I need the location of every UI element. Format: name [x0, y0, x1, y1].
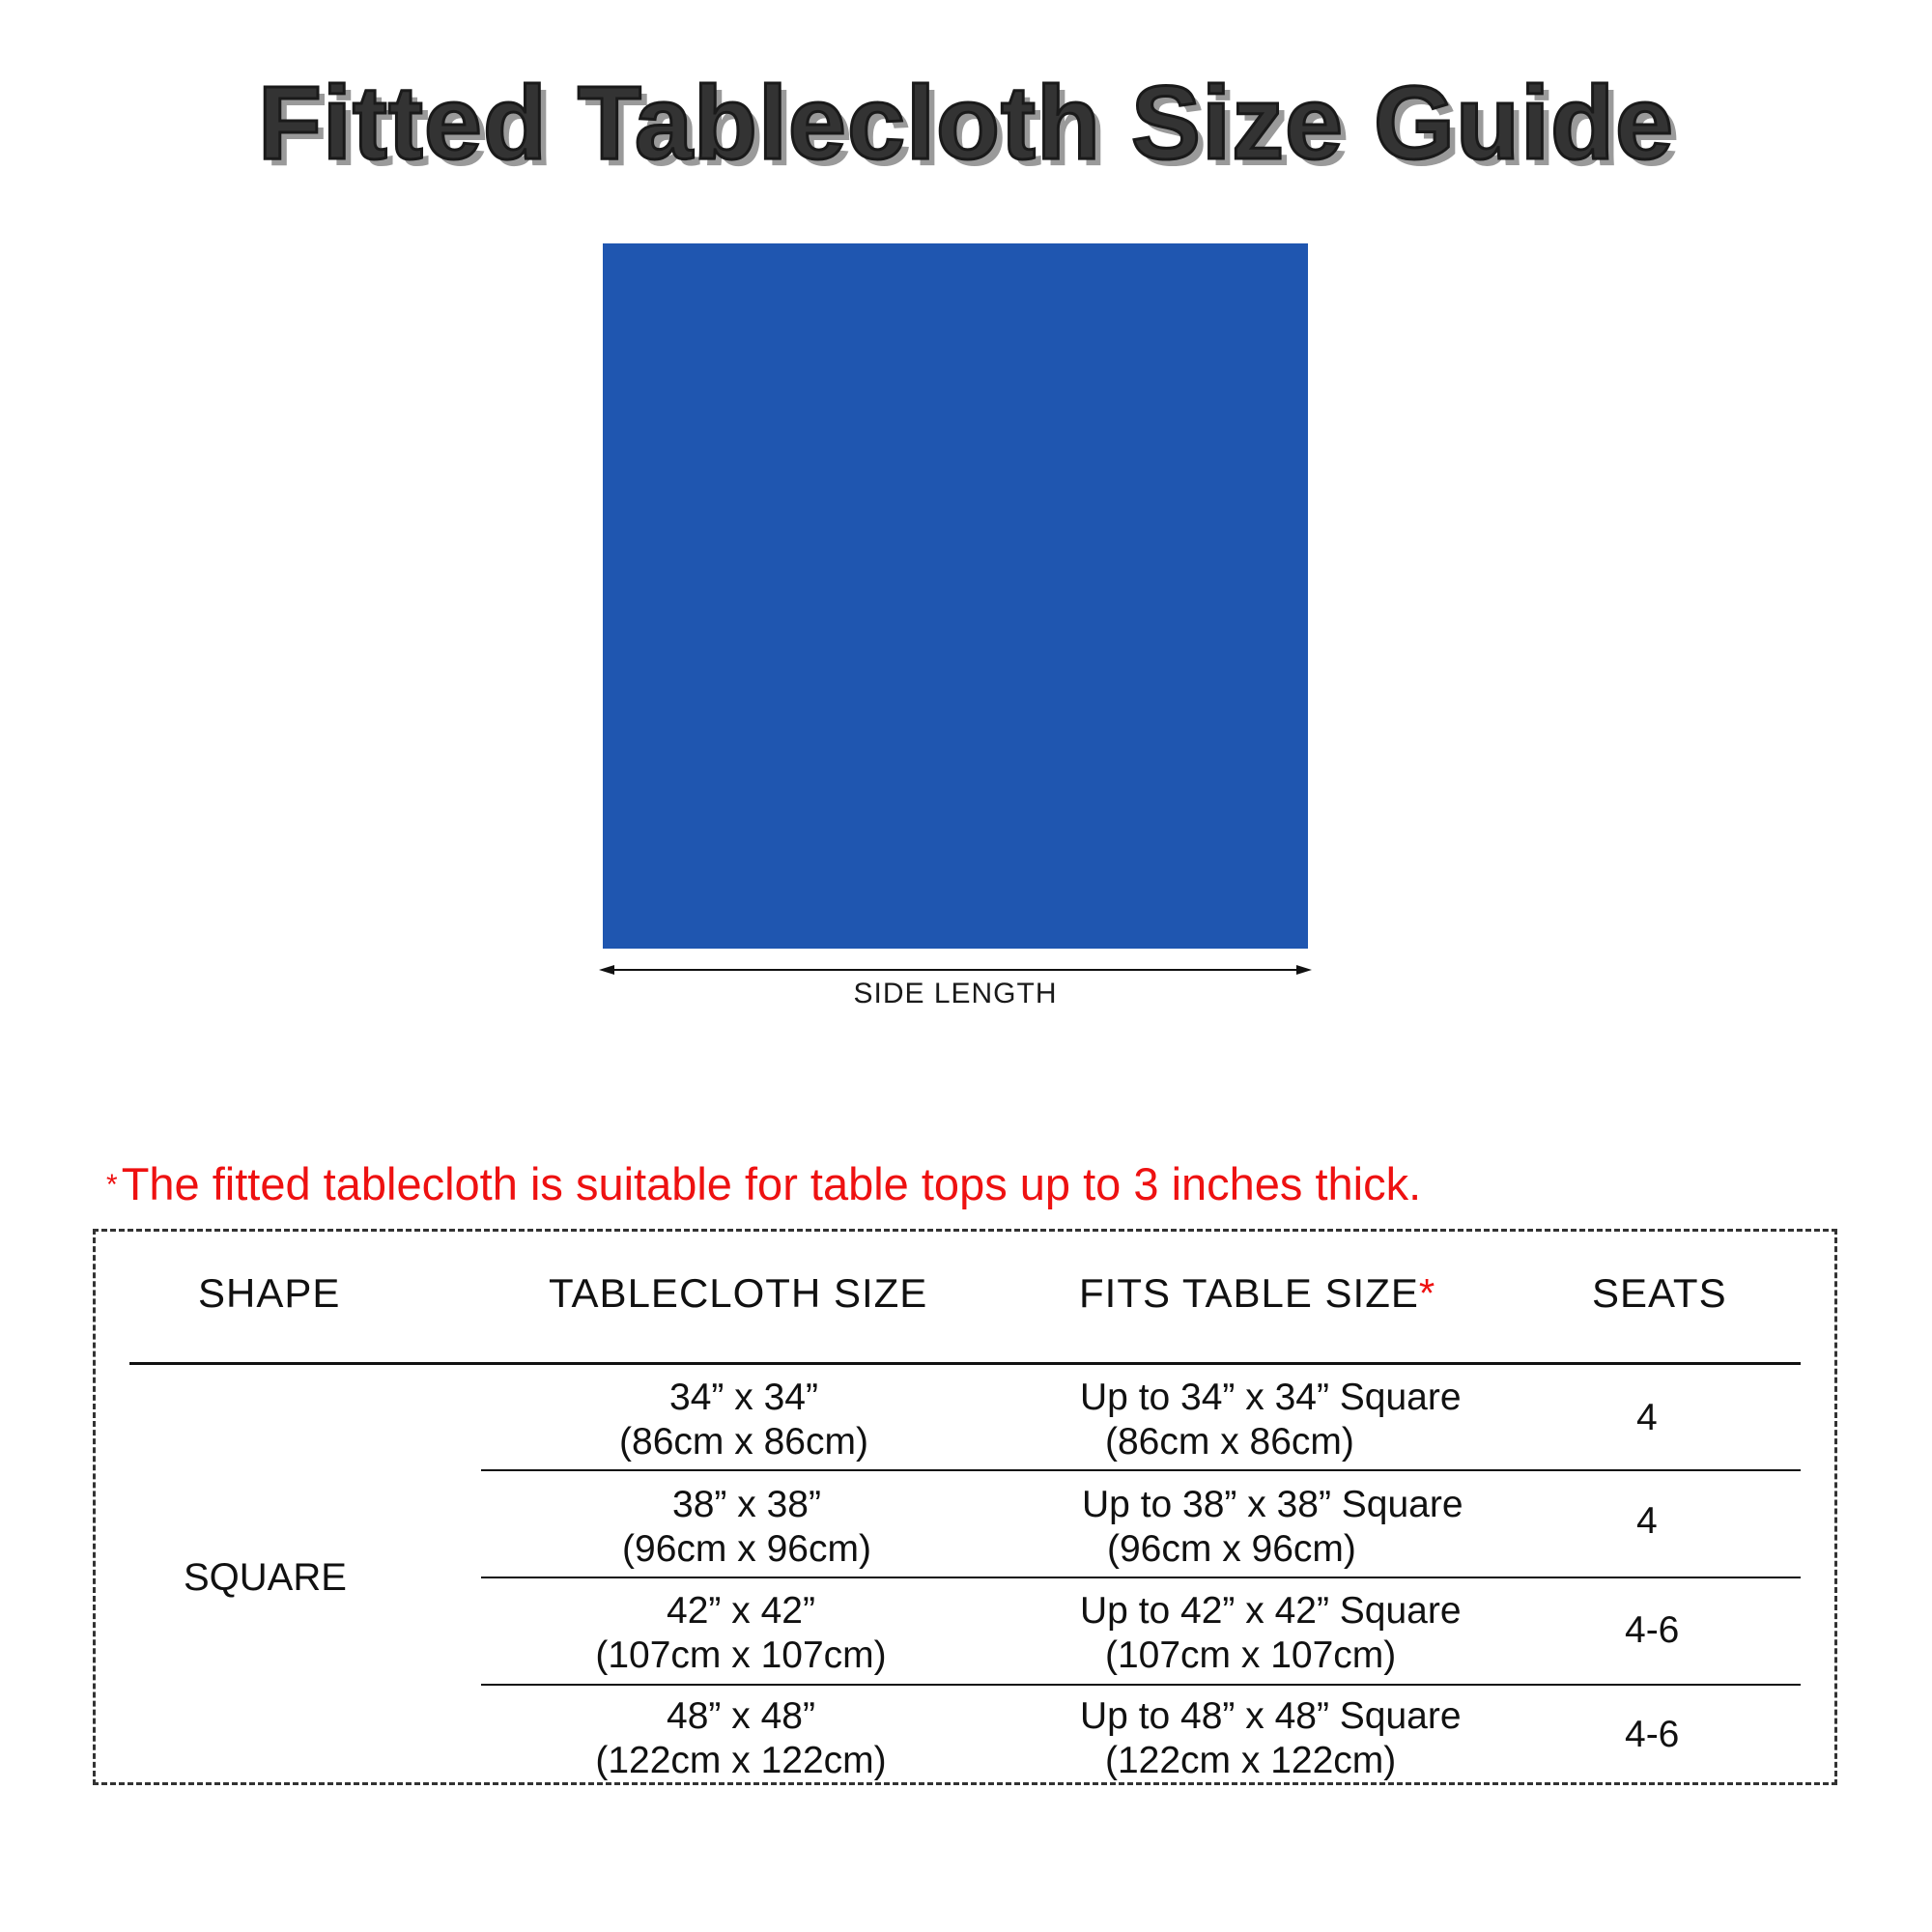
header-tablecloth-size: TABLECLOTH SIZE	[549, 1270, 928, 1316]
table-row-1-seats: 4	[1636, 1397, 1658, 1438]
arrow-left-head	[599, 965, 614, 975]
header-seats: SEATS	[1592, 1270, 1727, 1316]
header-fits-asterisk: *	[1418, 1270, 1436, 1316]
header-fits-table-size-label: FITS TABLE SIZE	[1079, 1270, 1419, 1316]
page-title: Fitted Tablecloth Size Guide	[257, 64, 1675, 181]
fits-inches: Up to 34” x 34” Square	[1080, 1377, 1462, 1418]
size-inches: 48” x 48”	[667, 1695, 815, 1737]
side-length-label: SIDE LENGTH	[853, 978, 1058, 1009]
table-row-4-seats: 4-6	[1625, 1714, 1680, 1755]
size-cm: (86cm x 86cm)	[619, 1421, 868, 1463]
square-tablecloth-shape	[603, 243, 1308, 949]
thickness-note	[106, 1157, 1421, 1210]
header-fits-table-size	[1079, 1270, 1435, 1317]
arrow-right-head	[1296, 965, 1312, 975]
table-row-2-seats: 4	[1636, 1500, 1658, 1542]
table-row-2-size	[544, 1483, 950, 1572]
header-shape: SHAPE	[198, 1270, 341, 1316]
table-row-3-fits	[1080, 1589, 1462, 1678]
row-divider	[481, 1469, 1801, 1471]
table-row-1-size	[541, 1376, 947, 1464]
fits-cm: (96cm x 96cm)	[1107, 1528, 1356, 1570]
fits-cm: (86cm x 86cm)	[1105, 1421, 1354, 1463]
size-cm: (96cm x 96cm)	[622, 1528, 871, 1570]
note-asterisk: *	[106, 1169, 118, 1201]
size-cm: (122cm x 122cm)	[595, 1740, 887, 1781]
fits-cm: (107cm x 107cm)	[1105, 1634, 1397, 1676]
size-inches: 38” x 38”	[672, 1484, 821, 1525]
shape-cell: SQUARE	[184, 1556, 347, 1599]
size-inches: 42” x 42”	[667, 1590, 815, 1632]
table-row-2-fits	[1082, 1483, 1463, 1572]
table-row-4-fits	[1080, 1694, 1462, 1783]
header-divider	[129, 1362, 1801, 1365]
square-fill	[603, 243, 1308, 949]
row-divider	[481, 1577, 1801, 1578]
fits-inches: Up to 38” x 38” Square	[1082, 1484, 1463, 1525]
table-row-4-size	[538, 1694, 944, 1783]
size-cm: (107cm x 107cm)	[595, 1634, 887, 1676]
note-text: The fitted tablecloth is suitable for table tops up to 3 inches thick.	[121, 1158, 1422, 1209]
fits-inches: Up to 48” x 48” Square	[1080, 1695, 1462, 1737]
size-inches: 34” x 34”	[669, 1377, 818, 1418]
table-row-3-seats: 4-6	[1625, 1609, 1680, 1651]
row-divider	[481, 1684, 1801, 1686]
size-table-border	[93, 1229, 1837, 1785]
table-row-3-size	[538, 1589, 944, 1678]
table-row-1-fits	[1080, 1376, 1462, 1464]
fits-inches: Up to 42” x 42” Square	[1080, 1590, 1462, 1632]
fits-cm: (122cm x 122cm)	[1105, 1740, 1397, 1781]
